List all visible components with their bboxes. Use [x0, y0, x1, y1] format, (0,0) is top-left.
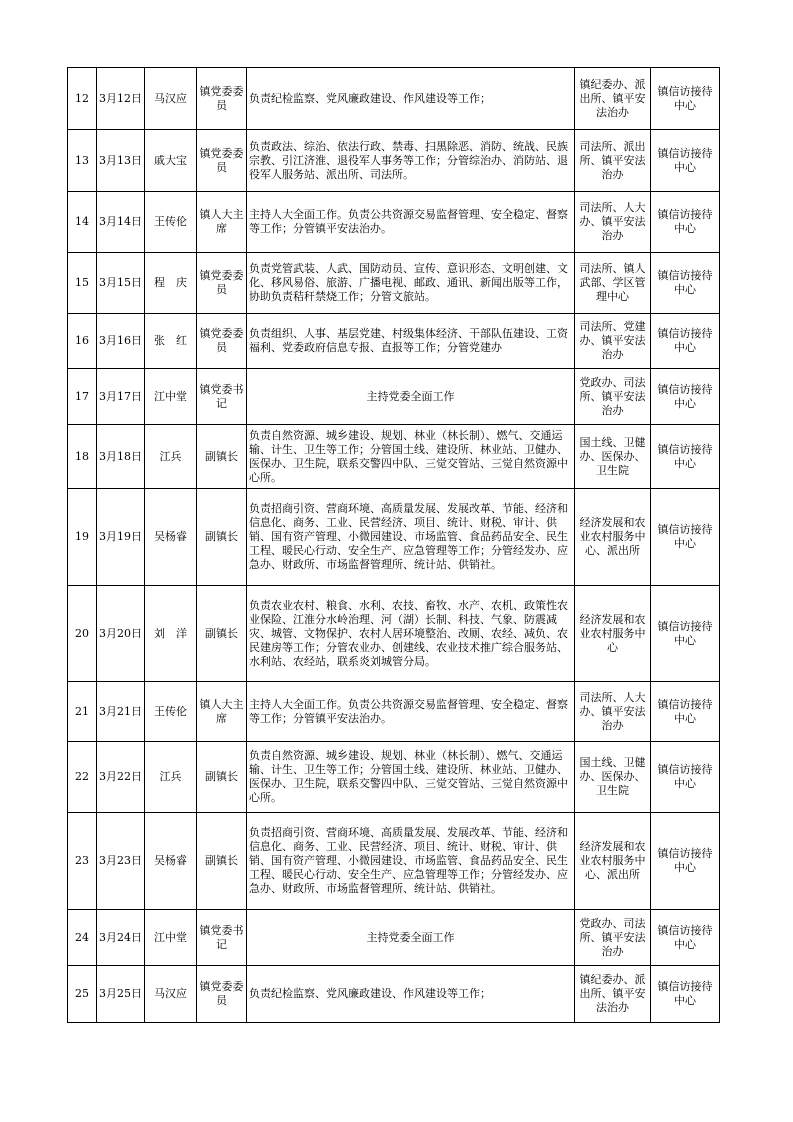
- row-name: 马汉应: [145, 966, 197, 1023]
- row-name: 江兵: [145, 425, 197, 489]
- row-number: 16: [68, 314, 97, 369]
- row-number: 23: [68, 813, 97, 910]
- row-name: 王传伦: [145, 682, 197, 742]
- row-contact: 司法所、人大办、镇平安法治办: [575, 192, 651, 253]
- schedule-table: [67, 67, 720, 1023]
- table-row: [68, 586, 720, 682]
- row-office: 镇信访接待中心: [651, 586, 720, 682]
- table-row: [68, 369, 720, 425]
- row-date: 3月20日: [97, 586, 145, 682]
- row-contact: 国土线、卫健办、医保办、卫生院: [575, 425, 651, 489]
- row-office: 镇信访接待中心: [651, 910, 720, 966]
- row-contact: 司法所、镇人武部、学区管理中心: [575, 253, 651, 314]
- row-position: 副镇长: [197, 742, 247, 813]
- row-office: 镇信访接待中心: [651, 192, 720, 253]
- row-duty: 主持党委全面工作: [247, 910, 575, 966]
- row-contact: 国土线、卫健办、医保办、卫生院: [575, 742, 651, 813]
- row-position: 镇党委委员: [197, 68, 247, 130]
- table-row: [68, 682, 720, 742]
- table-row: [68, 742, 720, 813]
- row-date: 3月25日: [97, 966, 145, 1023]
- row-date: 3月17日: [97, 369, 145, 425]
- row-position: 镇党委书记: [197, 910, 247, 966]
- table-row: [68, 192, 720, 253]
- row-number: 13: [68, 130, 97, 192]
- row-number: 18: [68, 425, 97, 489]
- row-position: 镇人大主席: [197, 192, 247, 253]
- row-duty: 负责自然资源、城乡建设、规划、林业（林长制）、燃气、交通运输、计生、卫生等工作；分管国土线、建设所、林业站、卫健办、医保办、卫生院，联系交警四中队、三觉交管站、三觉自然资源中心所。: [247, 425, 575, 489]
- row-number: 19: [68, 489, 97, 586]
- row-duty: 负责纪检监察、党风廉政建设、作风建设等工作；: [247, 68, 575, 130]
- row-number: 20: [68, 586, 97, 682]
- row-date: 3月19日: [97, 489, 145, 586]
- row-date: 3月15日: [97, 253, 145, 314]
- row-contact: 党政办、司法所、镇平安法治办: [575, 910, 651, 966]
- row-duty: 主持人大全面工作。负责公共资源交易监督管理、安全稳定、督察等工作；分管镇平安法治办。: [247, 192, 575, 253]
- row-office: 镇信访接待中心: [651, 253, 720, 314]
- row-duty: 主持人大全面工作。负责公共资源交易监督管理、安全稳定、督察等工作；分管镇平安法治办。: [247, 682, 575, 742]
- table-row: [68, 68, 720, 130]
- row-date: 3月24日: [97, 910, 145, 966]
- row-number: 15: [68, 253, 97, 314]
- row-name: 江中堂: [145, 369, 197, 425]
- row-office: 镇信访接待中心: [651, 314, 720, 369]
- row-position: 镇党委委员: [197, 314, 247, 369]
- row-contact: 司法所、党建办、镇平安法治办: [575, 314, 651, 369]
- row-contact: 经济发展和农业农村服务中心、派出所: [575, 813, 651, 910]
- table-row: [68, 253, 720, 314]
- row-office: 镇信访接待中心: [651, 742, 720, 813]
- row-date: 3月12日: [97, 68, 145, 130]
- table-row: [68, 425, 720, 489]
- row-contact: 司法所、人大办、镇平安法治办: [575, 682, 651, 742]
- table-row: [68, 910, 720, 966]
- row-position: 副镇长: [197, 813, 247, 910]
- row-number: 25: [68, 966, 97, 1023]
- row-number: 12: [68, 68, 97, 130]
- row-date: 3月22日: [97, 742, 145, 813]
- row-number: 24: [68, 910, 97, 966]
- row-duty: 负责组织、人事、基层党建、村级集体经济、干部队伍建设、工资福利、党委政府信息专报、直报等工作；分管党建办: [247, 314, 575, 369]
- row-contact: 经济发展和农业农村服务中心: [575, 586, 651, 682]
- row-name: 吴杨睿: [145, 489, 197, 586]
- row-number: 17: [68, 369, 97, 425]
- row-contact: 镇纪委办、派出所、镇平安法治办: [575, 966, 651, 1023]
- row-name: 王传伦: [145, 192, 197, 253]
- row-name: 吴杨睿: [145, 813, 197, 910]
- row-contact: 镇纪委办、派出所、镇平安法治办: [575, 68, 651, 130]
- row-office: 镇信访接待中心: [651, 369, 720, 425]
- row-date: 3月23日: [97, 813, 145, 910]
- row-name: 张 红: [145, 314, 197, 369]
- row-date: 3月13日: [97, 130, 145, 192]
- row-duty: 负责纪检监察、党风廉政建设、作风建设等工作；: [247, 966, 575, 1023]
- row-duty: 负责招商引资、营商环境、高质量发展、发展改革、节能、经济和信息化、商务、工业、民营经济、项目、统计、财税、审计、供销、国有资产管理、小微园建设、市场监管、食品药品安全、民生工程、暖民心行动、安全生产、应急管理等工作；分管经发办、应急办、财政所、市场监督管理所、统计站、供销社。: [247, 813, 575, 910]
- row-position: 镇党委书记: [197, 369, 247, 425]
- row-office: 镇信访接待中心: [651, 130, 720, 192]
- row-name: 刘 洋: [145, 586, 197, 682]
- row-office: 镇信访接待中心: [651, 68, 720, 130]
- row-duty: 负责自然资源、城乡建设、规划、林业（林长制）、燃气、交通运输、计生、卫生等工作；分管国土线、建设所、林业站、卫健办、医保办、卫生院，联系交警四中队、三觉交管站、三觉自然资源中心所。: [247, 742, 575, 813]
- row-office: 镇信访接待中心: [651, 682, 720, 742]
- row-name: 马汉应: [145, 68, 197, 130]
- row-number: 21: [68, 682, 97, 742]
- row-name: 江中堂: [145, 910, 197, 966]
- row-date: 3月21日: [97, 682, 145, 742]
- table-row: [68, 966, 720, 1023]
- row-position: 副镇长: [197, 489, 247, 586]
- row-contact: 党政办、司法所、镇平安法治办: [575, 369, 651, 425]
- table-row: [68, 314, 720, 369]
- row-date: 3月16日: [97, 314, 145, 369]
- table-row: [68, 130, 720, 192]
- row-position: 副镇长: [197, 425, 247, 489]
- row-position: 副镇长: [197, 586, 247, 682]
- row-name: 程 庆: [145, 253, 197, 314]
- row-number: 22: [68, 742, 97, 813]
- row-contact: 经济发展和农业农村服务中心、派出所: [575, 489, 651, 586]
- row-position: 镇人大主席: [197, 682, 247, 742]
- row-position: 镇党委委员: [197, 966, 247, 1023]
- row-duty: 负责招商引资、营商环境、高质量发展、发展改革、节能、经济和信息化、商务、工业、民营经济、项目、统计、财税、审计、供销、国有资产管理、小微园建设、市场监管、食品药品安全、民生工程、暖民心行动、安全生产、应急管理等工作；分管经发办、应急办、财政所、市场监督管理所、统计站、供销社。: [247, 489, 575, 586]
- row-office: 镇信访接待中心: [651, 966, 720, 1023]
- row-name: 江兵: [145, 742, 197, 813]
- row-duty: 负责政法、综治、依法行政、禁毒、扫黑除恶、消防、统战、民族宗教、引江济淮、退役军人事务等工作；分管综治办、消防站、退役军人服务站、派出所、司法所。: [247, 130, 575, 192]
- row-position: 镇党委委员: [197, 253, 247, 314]
- row-office: 镇信访接待中心: [651, 425, 720, 489]
- row-contact: 司法所、派出所、镇平安法治办: [575, 130, 651, 192]
- table-row: [68, 489, 720, 586]
- row-office: 镇信访接待中心: [651, 813, 720, 910]
- row-date: 3月14日: [97, 192, 145, 253]
- row-duty: 负责党管武装、人武、国防动员、宣传、意识形态、文明创建、文化、移风易俗、旅游、广播电视、邮政、通讯、新闻出版等工作，协助负责秸秆禁烧工作；分管文旅站。: [247, 253, 575, 314]
- row-number: 14: [68, 192, 97, 253]
- row-duty: 主持党委全面工作: [247, 369, 575, 425]
- schedule-body: [68, 68, 720, 1023]
- row-name: 戚大宝: [145, 130, 197, 192]
- row-date: 3月18日: [97, 425, 145, 489]
- row-position: 镇党委委员: [197, 130, 247, 192]
- row-duty: 负责农业农村、粮食、水利、农技、畜牧、水产、农机、政策性农业保险、江淮分水岭治理、河（湖）长制、科技、气象、防震减灾、城管、文物保护、农村人居环境整治、改厕、农经、减负、农民建房等工作；分管农业办、创建线、农业技术推广综合服务站、水利站、农经站，联系炎刘城管分局。: [247, 586, 575, 682]
- row-office: 镇信访接待中心: [651, 489, 720, 586]
- table-row: [68, 813, 720, 910]
